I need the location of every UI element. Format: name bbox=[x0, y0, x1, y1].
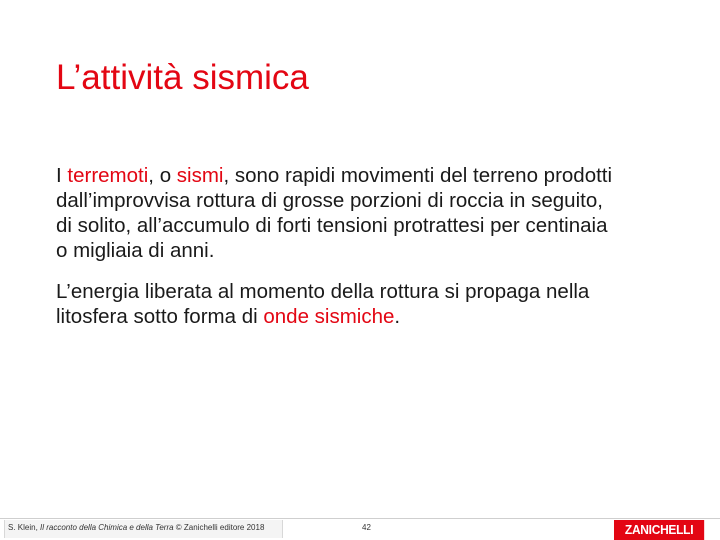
paragraph-earthquakes bbox=[56, 163, 616, 263]
text-segment: , o bbox=[148, 164, 177, 187]
footer-author: S. Klein, bbox=[8, 523, 41, 532]
footer-book-title: Il racconto della Chimica e della Terra bbox=[40, 523, 174, 532]
term-terremoti: terremoti bbox=[67, 164, 149, 187]
page-number: 42 bbox=[362, 523, 371, 532]
slide-title: L’attività sismica bbox=[56, 58, 309, 97]
footer-credit bbox=[8, 523, 264, 532]
footer-copyright: © Zanichelli editore 2018 bbox=[173, 523, 265, 532]
text-segment: . bbox=[394, 305, 401, 328]
text-segment: L’energia liberata al momento della rottura si propaga nella litosfera sotto forma di bbox=[56, 280, 590, 328]
term-onde-sismiche: onde sismiche bbox=[263, 305, 395, 328]
slide-body bbox=[56, 163, 616, 345]
paragraph-energy bbox=[56, 279, 616, 329]
zanichelli-logo: ZANICHELLI bbox=[614, 520, 704, 540]
term-sismi: sismi bbox=[176, 164, 224, 187]
text-segment: I bbox=[56, 164, 68, 187]
text-segment: , sono rapidi movimenti del terreno prodotti dall’improvvisa rottura di grosse porzioni di roccia in seguito, di solito, all’accumulo di forti tensioni protrattesi per centinaia o migliaia di anni. bbox=[56, 164, 613, 262]
footer-divider bbox=[0, 518, 720, 519]
